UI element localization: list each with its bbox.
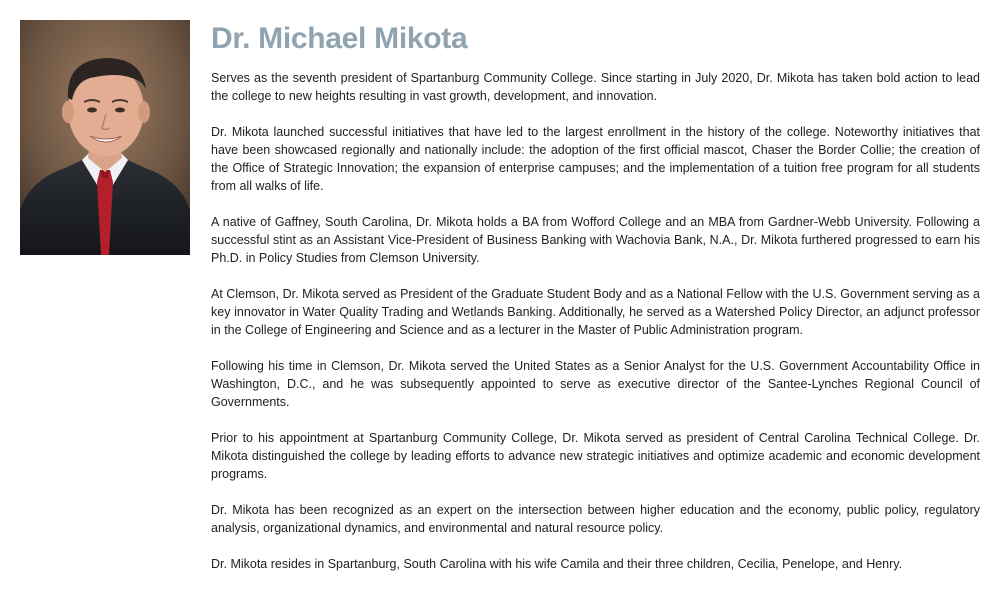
bio-section	[211, 18, 980, 573]
bio-paragraph: Prior to his appointment at Spartanburg Community College, Dr. Mikota served as president of Central Carolina Technical College. Dr. Mikota distinguished the college by leading efforts to advance new strategic initiatives and optimize academic and economic development programs.	[211, 431, 980, 481]
bio-paragraph: Following his time in Clemson, Dr. Mikota served the United States as a Senior Analyst for the U.S. Government Accountability Office in Washington, D.C., and he was subsequently appointed to serve as executive director of the Santee-Lynches Regional Council of Governments.	[211, 359, 980, 409]
portrait-photo	[20, 20, 190, 255]
bio-paragraph: Dr. Mikota launched successful initiatives that have led to the largest enrollment in the history of the college. Noteworthy initiatives that have been showcased regionally and nationally include: the adoption of the first official mascot, Chaser the Border Collie; the creation of the Office of Strategic Innovation; the expansion of enterprise campuses; and the implementation of a tuition free program for all students from all walks of life.	[211, 125, 980, 193]
bio-paragraph: At Clemson, Dr. Mikota served as President of the Graduate Student Body and as a National Fellow with the U.S. Government serving as a key innovator in Water Quality Trading and Wetlands Banking. Additionally, he served as a Watershed Policy Director, an adjunct professor in the College of Engineering and Science and as a lecturer in the Master of Public Administration program.	[211, 287, 980, 337]
bio-paragraph: Serves as the seventh president of Spartanburg Community College. Since starting in July 2020, Dr. Mikota has taken bold action to lead the college to new heights resulting in vast growth, development, and innovation.	[211, 71, 980, 103]
bio-paragraph: Dr. Mikota has been recognized as an expert on the intersection between higher education and the economy, public policy, regulatory analysis, organizational dynamics, and environmental and natural resource policy.	[211, 503, 980, 535]
bio-paragraph: A native of Gaffney, South Carolina, Dr. Mikota holds a BA from Wofford College and an MBA from Gardner-Webb University. Following a successful stint as an Assistant Vice-President of Business Banking with Wachovia Bank, N.A., Dr. Mikota furthered progressed to earn his Ph.D. in Policy Studies from Clemson University.	[211, 215, 980, 265]
bio-paragraph: Dr. Mikota resides in Spartanburg, South Carolina with his wife Camila and their three children, Cecilia, Penelope, and Henry.	[211, 557, 903, 571]
profile-name: Dr. Michael Mikota	[211, 22, 468, 55]
